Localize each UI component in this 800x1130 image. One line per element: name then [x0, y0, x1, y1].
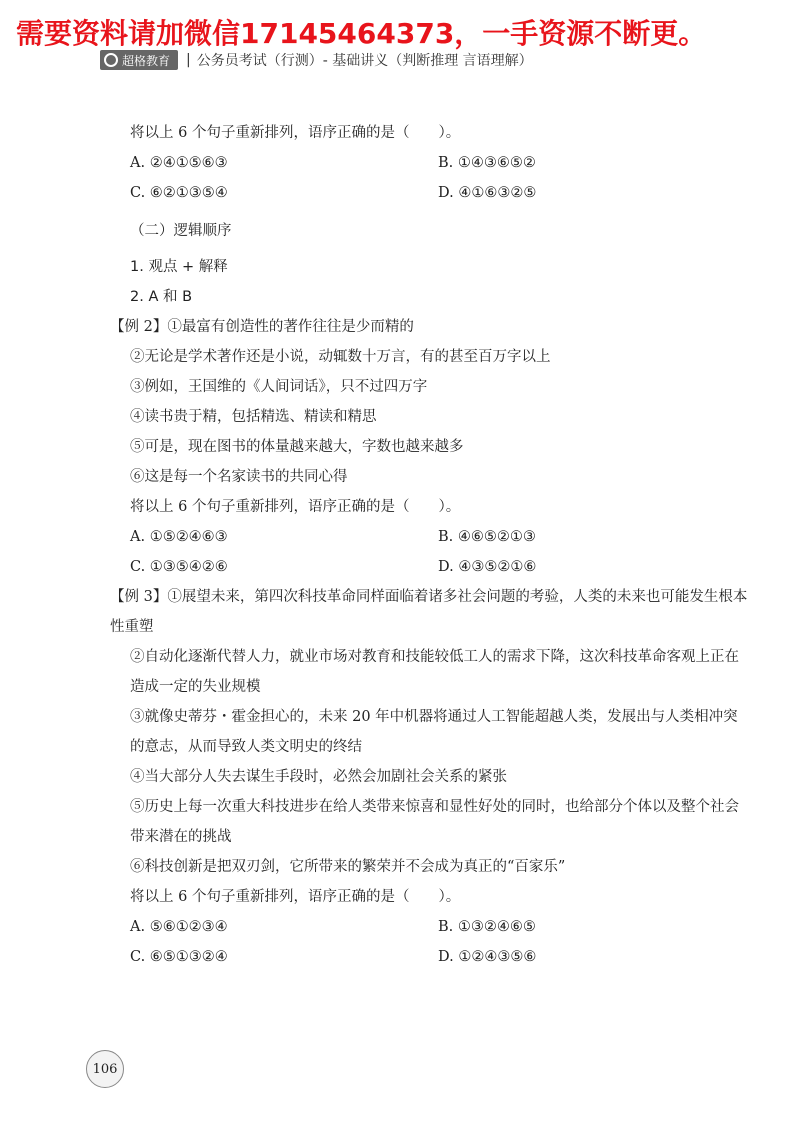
- option-c: C. ⑥②①③⑤④: [130, 185, 228, 201]
- options-row: [110, 522, 750, 552]
- options-row: [110, 912, 750, 942]
- options-row: [110, 942, 750, 972]
- question-prompt: 将以上 6 个句子重新排列，语序正确的是（ ）。: [130, 125, 461, 141]
- sentence: ④当大部分人失去谋生手段时，必然会加剧社会关系的紧张: [130, 769, 507, 785]
- sentence: ②无论是学术著作还是小说，动辄数十万言，有的甚至百万字以上: [130, 349, 551, 365]
- page-number: 106: [86, 1050, 124, 1088]
- sentence: ②自动化逐渐代替人力，就业市场对教育和技能较低工人的需求下降，这次科技革命客观上正在造成一定的失业规模: [130, 649, 739, 695]
- sentence: ③例如，王国维的《人间词话》，只不过四万字: [130, 379, 428, 395]
- example-2-lead: 【例 2】①最富有创造性的著作往往是少而精的: [110, 319, 414, 335]
- header-title: 公务员考试（行测）- 基础讲义（判断推理 言语理解）: [196, 53, 533, 69]
- page-header: [100, 48, 533, 72]
- options-row: [110, 148, 750, 178]
- publisher-logo: [100, 50, 178, 70]
- logo-text: 超格教育: [122, 53, 171, 68]
- option-b: B. ①③②④⑥⑤: [438, 919, 536, 935]
- option-a: A. ②④①⑤⑥③: [130, 155, 228, 171]
- sentence: ⑤可是，现在图书的体量越来越大，字数也越来越多: [130, 439, 464, 455]
- sentence: ③就像史蒂芬・霍金担心的，未来 20 年中机器将通过人工智能超越人类，发展出与人类相冲突的意志，从而导致人类文明史的终结: [130, 709, 738, 755]
- question-prompt: 将以上 6 个句子重新排列，语序正确的是（ ）。: [130, 889, 461, 905]
- question-prompt: 将以上 6 个句子重新排列，语序正确的是（ ）。: [130, 499, 461, 515]
- option-c: C. ⑥⑤①③②④: [130, 949, 228, 965]
- subsection-1: 1. 观点 + 解释: [130, 259, 228, 275]
- page-content: [110, 118, 750, 972]
- sentence: ④读书贵于精，包括精选、精读和精思: [130, 409, 377, 425]
- option-d: D. ④①⑥③②⑤: [438, 185, 537, 201]
- option-d: D. ①②④③⑤⑥: [438, 949, 537, 965]
- logo-icon: [104, 53, 118, 67]
- subsection-2: 2. A 和 B: [130, 289, 193, 305]
- section-title: （二）逻辑顺序: [130, 223, 232, 239]
- option-b: B. ④⑥⑤②①③: [438, 529, 536, 545]
- option-c: C. ①③⑤④②⑥: [130, 559, 228, 575]
- header-separator: |: [186, 52, 191, 68]
- option-a: A. ⑤⑥①②③④: [130, 919, 228, 935]
- sentence: ⑥这是每一个名家读书的共同心得: [130, 469, 348, 485]
- option-d: D. ④③⑤②①⑥: [438, 559, 537, 575]
- example-3-lead: 【例 3】①展望未来，第四次科技革命同样面临着诸多社会问题的考验，人类的未来也可能发生根本性重塑: [110, 589, 748, 635]
- options-row: [110, 552, 750, 582]
- option-a: A. ①⑤②④⑥③: [130, 529, 228, 545]
- watermark-banner: 需要资料请加微信17145464373，一手资源不断更。: [16, 17, 707, 50]
- option-b: B. ①④③⑥⑤②: [438, 155, 536, 171]
- options-row: [110, 178, 750, 208]
- sentence: ⑥科技创新是把双刃剑，它所带来的繁荣并不会成为真正的“百家乐”: [130, 859, 566, 875]
- sentence: ⑤历史上每一次重大科技进步在给人类带来惊喜和显性好处的同时，也给部分个体以及整个社会带来潜在的挑战: [130, 799, 739, 845]
